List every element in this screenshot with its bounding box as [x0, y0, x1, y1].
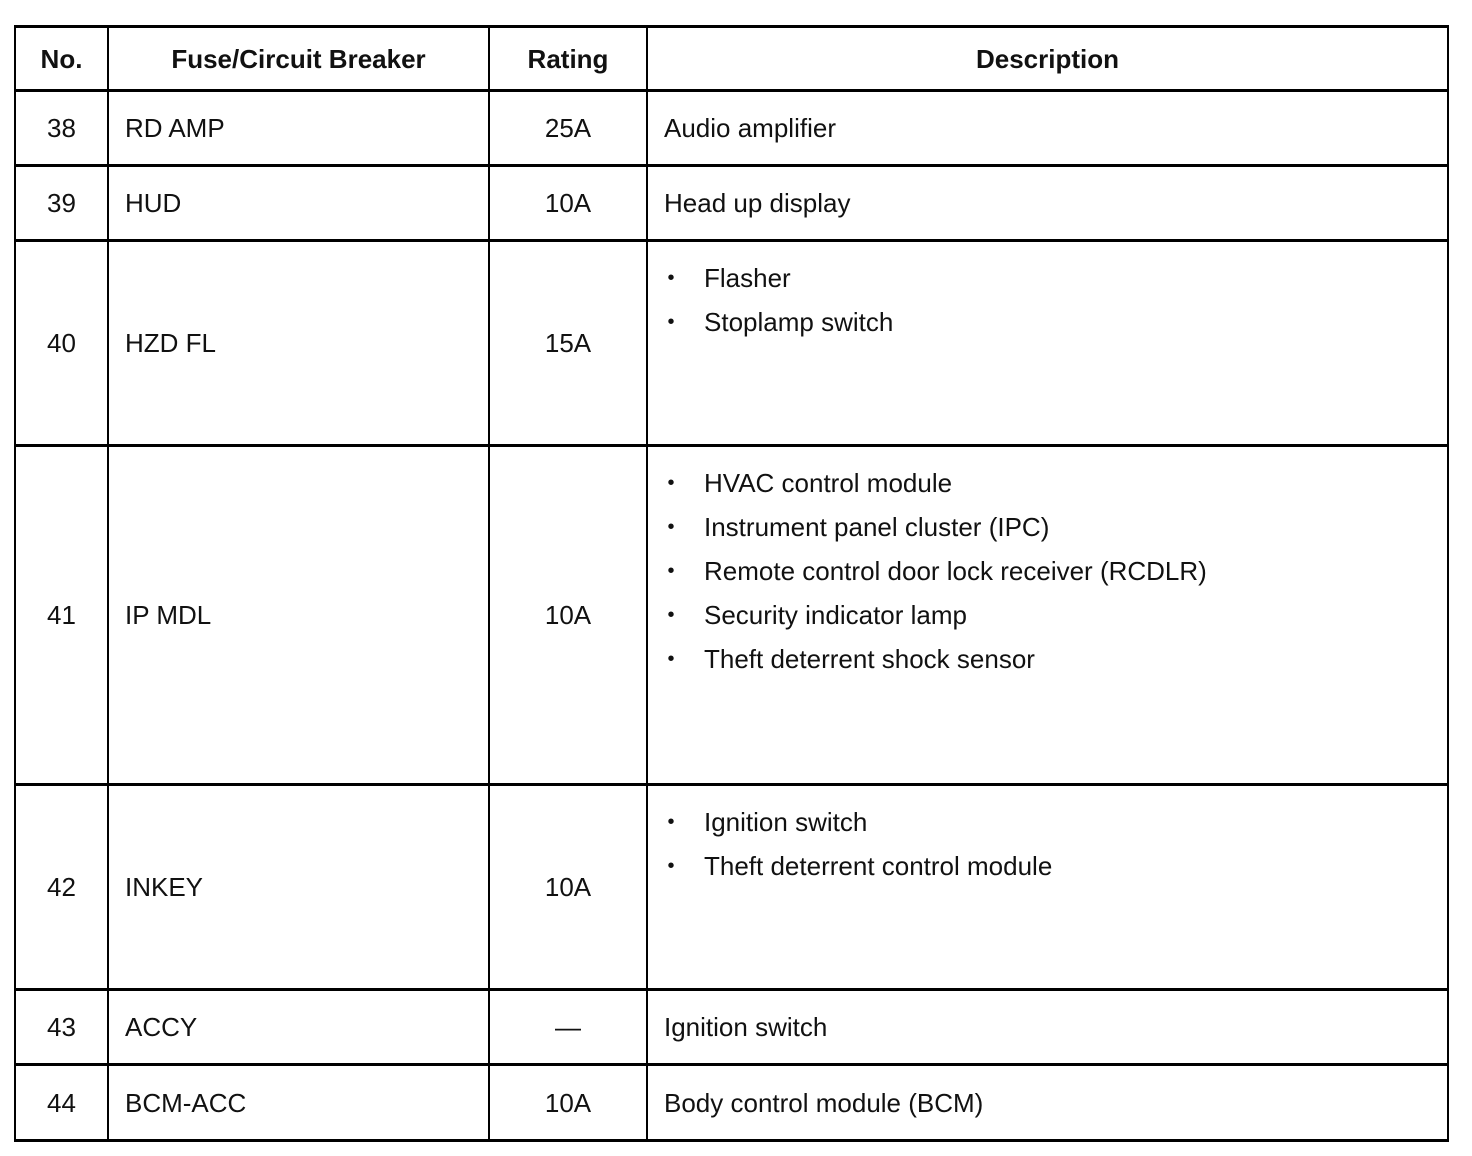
table-header [15, 27, 1448, 91]
cell-rating: — [489, 990, 647, 1065]
fuse-table [14, 25, 1449, 1142]
list-item-text: Theft deterrent shock sensor [704, 644, 1035, 674]
list-item-text: Stoplamp switch [704, 307, 894, 337]
header-rating: Rating [489, 27, 647, 91]
cell-description [647, 785, 1448, 990]
cell-no: 44 [15, 1065, 108, 1141]
table-row [15, 990, 1448, 1065]
cell-no: 40 [15, 241, 108, 446]
bullet-icon: • [667, 855, 675, 877]
list-item-text: Flasher [704, 263, 791, 293]
bullet-icon: • [667, 516, 675, 538]
cell-fuse: IP MDL [108, 446, 489, 785]
bullet-icon: • [667, 267, 675, 289]
cell-fuse: HZD FL [108, 241, 489, 446]
table-row [15, 241, 1448, 446]
table-row [15, 166, 1448, 241]
header-fuse-circuit-breaker: Fuse/Circuit Breaker [108, 27, 489, 91]
cell-rating: 10A [489, 166, 647, 241]
cell-fuse: INKEY [108, 785, 489, 990]
list-item [664, 800, 1447, 844]
list-item-text: Security indicator lamp [704, 600, 967, 630]
list-item [664, 300, 1447, 344]
cell-description [647, 241, 1448, 446]
bullet-icon: • [667, 604, 675, 626]
list-item [664, 505, 1447, 549]
table-row [15, 1065, 1448, 1141]
cell-no: 41 [15, 446, 108, 785]
bullet-icon: • [667, 648, 675, 670]
bullet-icon: • [667, 811, 675, 833]
cell-rating: 10A [489, 1065, 647, 1141]
cell-description: Audio amplifier [647, 91, 1448, 166]
list-item-text: Instrument panel cluster (IPC) [704, 512, 1050, 542]
list-item [664, 549, 1447, 593]
list-item-text: Ignition switch [704, 807, 868, 837]
cell-no: 38 [15, 91, 108, 166]
cell-fuse: BCM-ACC [108, 1065, 489, 1141]
cell-fuse: HUD [108, 166, 489, 241]
cell-no: 43 [15, 990, 108, 1065]
cell-description: Body control module (BCM) [647, 1065, 1448, 1141]
cell-fuse: RD AMP [108, 91, 489, 166]
table-row [15, 785, 1448, 990]
bullet-icon: • [667, 472, 675, 494]
cell-fuse: ACCY [108, 990, 489, 1065]
header-no: No. [15, 27, 108, 91]
list-item [664, 461, 1447, 505]
list-item [664, 593, 1447, 637]
bullet-icon: • [667, 311, 675, 333]
cell-rating: 15A [489, 241, 647, 446]
cell-description: Head up display [647, 166, 1448, 241]
list-item-text: Remote control door lock receiver (RCDLR) [704, 556, 1207, 586]
cell-rating: 25A [489, 91, 647, 166]
cell-rating: 10A [489, 446, 647, 785]
header-row [15, 27, 1448, 91]
description-list [664, 461, 1447, 681]
header-description: Description [647, 27, 1448, 91]
list-item [664, 844, 1447, 888]
cell-no: 39 [15, 166, 108, 241]
list-item-text: HVAC control module [704, 468, 953, 498]
table-body [15, 91, 1448, 1141]
cell-description: Ignition switch [647, 990, 1448, 1065]
list-item [664, 637, 1447, 681]
list-item-text: Theft deterrent control module [704, 851, 1053, 881]
bullet-icon: • [667, 560, 675, 582]
cell-no: 42 [15, 785, 108, 990]
description-list [664, 256, 1447, 344]
cell-rating: 10A [489, 785, 647, 990]
cell-description [647, 446, 1448, 785]
list-item [664, 256, 1447, 300]
description-list [664, 800, 1447, 888]
table-row [15, 446, 1448, 785]
table-row [15, 91, 1448, 166]
